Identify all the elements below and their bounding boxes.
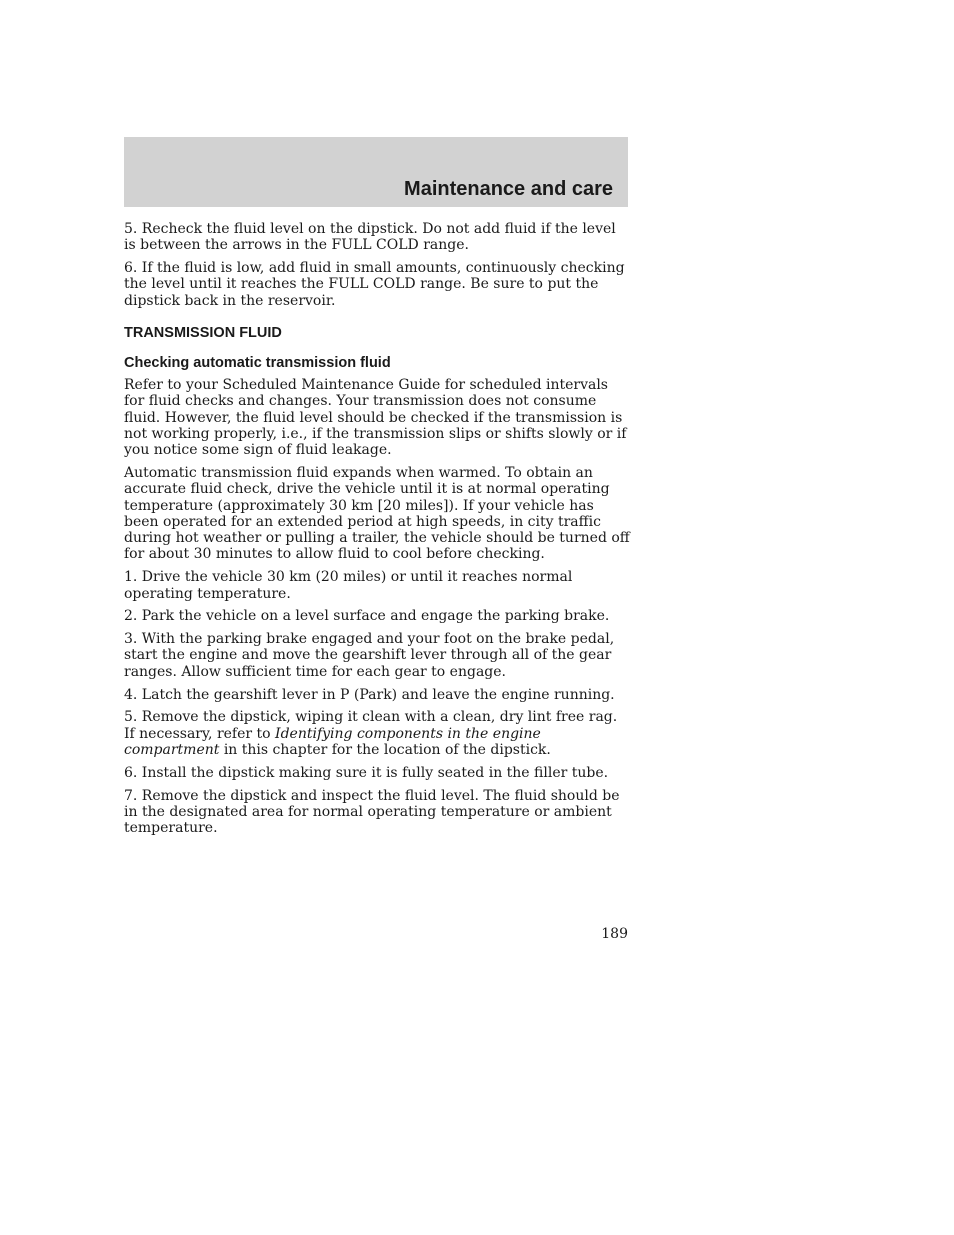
paragraph-fluid-expands: Automatic transmission fluid expands when warmed. To obtain an accurate fluid check, drive the vehicle until it is at normal operating temperature (approximately 30 km [20 miles]). If your vehicle has been operated for an extended period at high speeds, in city traffic during hot weather or pulling a trailer, the vehicle should be turned off for about 30 minutes to allow fluid to cool before checking. <box>124 464 630 563</box>
step-5-reference: Identifying components in the engine compartment <box>124 725 541 758</box>
step-4: 4. Latch the gearshift lever in P (Park) and leave the engine running. <box>124 686 615 703</box>
step-3: 3. With the parking brake engaged and your foot on the brake pedal, start the engine and move the gearshift lever through all of the gear ranges. Allow sufficient time for each gear to engage. <box>124 631 615 680</box>
section-header-band <box>124 137 628 207</box>
paragraph-recheck-fluid: 5. Recheck the fluid level on the dipstick. Do not add fluid if the level is between the arrows in the FULL COLD range. <box>124 221 616 254</box>
step-5-text-end: in this chapter for the location of the dipstick. <box>219 741 551 758</box>
page-number: 189 <box>601 926 628 942</box>
step-6: 6. Install the dipstick making sure it is fully seated in the filler tube. <box>124 764 609 781</box>
step-5-text: 5. Remove the dipstick, wiping it clean with a clean, dry lint free rag. If necessary, refer to <box>124 709 618 742</box>
section-heading: TRANSMISSION FLUID <box>124 324 282 341</box>
paragraph-maintenance-guide: Refer to your Scheduled Maintenance Guide for scheduled intervals for fluid checks and changes. Your transmission does not consume fluid. However, the fluid level should be checked if the transmission is not working properly, i.e., if the transmission slips or shifts slowly or if you notice some sign of fluid leakage. <box>124 376 627 459</box>
step-5 <box>124 709 630 758</box>
section-title: Maintenance and care <box>404 178 613 200</box>
step-2: 2. Park the vehicle on a level surface and engage the parking brake. <box>124 608 610 625</box>
page-body <box>124 221 630 843</box>
step-7: 7. Remove the dipstick and inspect the fluid level. The fluid should be in the designated area for normal operating temperature or ambient temperature. <box>124 787 620 837</box>
paragraph-add-fluid: 6. If the fluid is low, add fluid in small amounts, continuously checking the level until it reaches the FULL COLD range. Be sure to put the dipstick back in the reservoir. <box>124 260 625 309</box>
step-1: 1. Drive the vehicle 30 km (20 miles) or until it reaches normal operating temperature. <box>124 569 573 602</box>
subsection-heading: Checking automatic transmission fluid <box>124 354 391 371</box>
